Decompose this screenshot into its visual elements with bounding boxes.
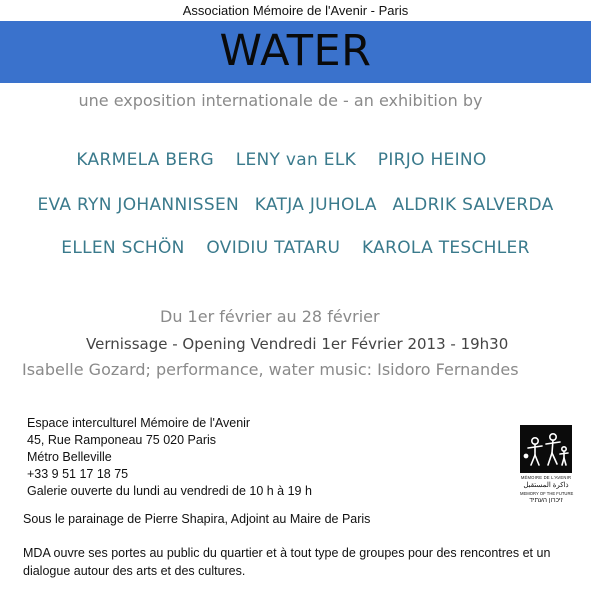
artist-name: ELLEN SCHÖN xyxy=(61,238,185,258)
organization-name: Association Mémoire de l'Avenir - Paris xyxy=(182,3,409,18)
artist-name: LENY van ELK xyxy=(235,150,357,170)
phone-number: +33 9 51 17 18 75 xyxy=(27,467,129,481)
logo-text-french: MÉMOIRE DE L'AVENIR xyxy=(520,475,572,480)
artists-row-3 xyxy=(0,238,591,258)
artist-name: ALDRIK SALVERDA xyxy=(392,195,554,215)
subtitle: une exposition internationale de - an exhibition by xyxy=(78,91,483,110)
venue-address xyxy=(27,415,312,500)
performance-info: Isabelle Gozard; performance, water music: Isidoro Fernandes xyxy=(22,360,519,379)
opening-hours: Galerie ouverte du lundi au vendredi de 10 h à 19 h xyxy=(27,484,312,498)
artist-name: OVIDIU TATARU xyxy=(206,238,341,258)
metro-station: Métro Belleville xyxy=(27,450,112,464)
logo-text-hebrew: זיכרון העתיד xyxy=(529,497,563,504)
artist-name: KARMELA BERG xyxy=(76,150,214,170)
association-logo xyxy=(520,425,572,525)
artists-row-2 xyxy=(0,195,591,215)
mission-statement: MDA ouvre ses portes au public du quartier et à tout type de groupes pour des rencontres et un dialogue autour des arts et des cultures. xyxy=(23,546,551,578)
vernissage-info: Vernissage - Opening Vendredi 1er Février 2013 - 19h30 xyxy=(86,335,509,353)
logo-text-english: MEMORY OF THE FUTURE xyxy=(520,491,574,496)
artist-name: KATJA JUHOLA xyxy=(254,195,377,215)
logo-text-arabic: ذاكرة المستقبل xyxy=(523,482,569,489)
artists-row-1 xyxy=(0,150,591,170)
artist-name: PIRJO HEINO xyxy=(377,150,487,170)
figures-logo-icon xyxy=(520,425,572,473)
artist-name: EVA RYN JOHANNISSEN xyxy=(37,195,240,215)
exhibition-dates: Du 1er février au 28 février xyxy=(160,307,380,326)
artist-name: KAROLA TESCHLER xyxy=(362,238,530,258)
exhibition-title: WATER xyxy=(219,26,372,76)
patronage-note: Sous le parainage de Pierre Shapira, Adjoint au Maire de Paris xyxy=(23,512,371,526)
venue-name: Espace interculturel Mémoire de l'Avenir xyxy=(27,416,251,430)
street-address: 45, Rue Ramponeau 75 020 Paris xyxy=(27,433,217,447)
